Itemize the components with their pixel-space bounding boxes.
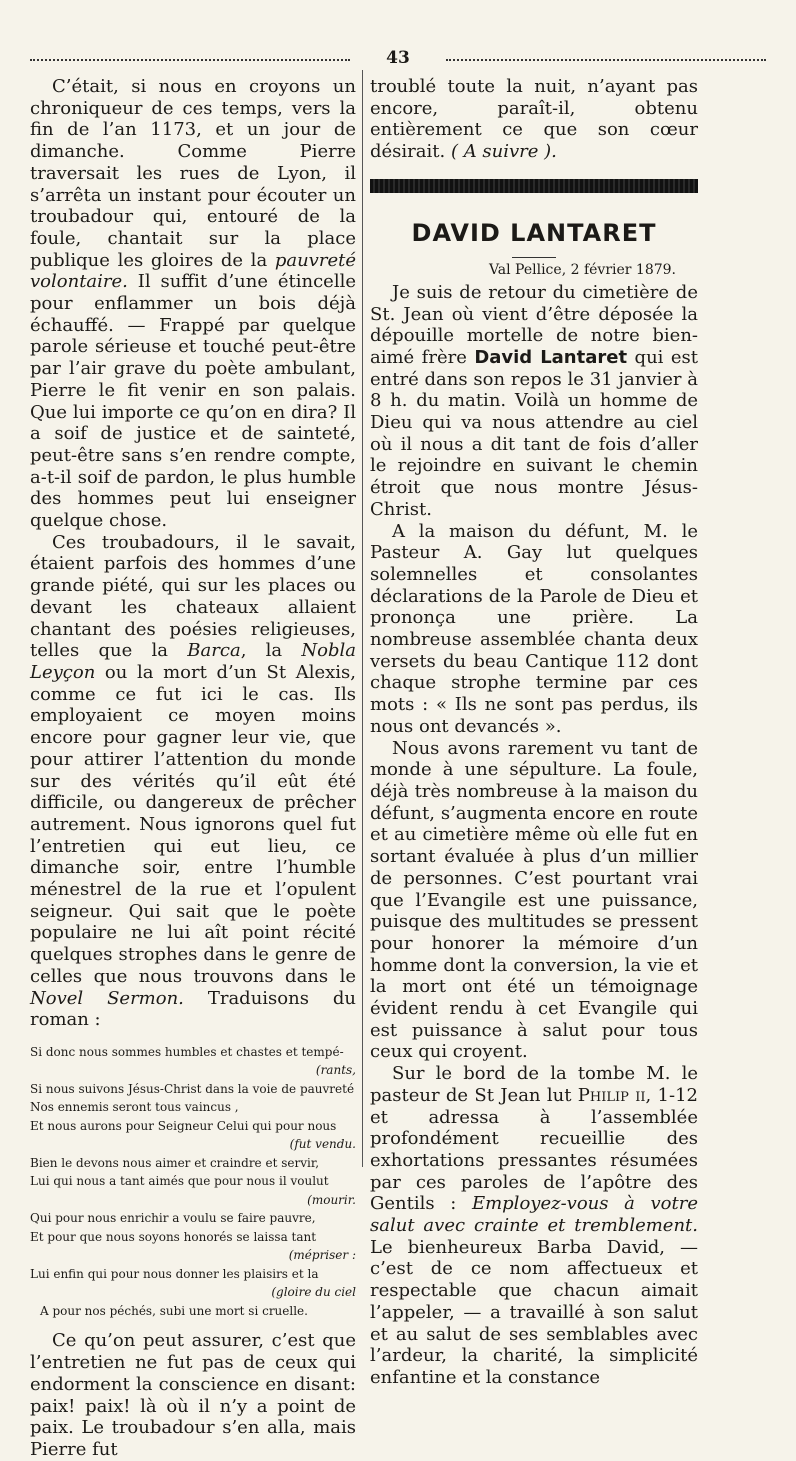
- page-number: 43: [386, 48, 410, 68]
- scripture-reference: Philip ii, 1-12: [577, 1084, 698, 1106]
- paragraph: A la maison du défunt, M. le Pasteur A. Gay lut quelques solemnelles et consolantes déclarations de la Parole de Dieu et prononça une prière. La nombreuse assemblée chanta deux versets du beau Cantique 112 dont chaque strophe termine par ces mots : « Ils ne sont pas perdus, ils nous ont devancés ».: [370, 520, 698, 737]
- paragraph: Ce qu’on peut assurer, c’est que l’entretien ne fut pas de ceux qui endorment la conscience en disant: paix! paix! là où il n’y a point de paix. Le troubadour s’en alla, mais Pierre fut: [30, 1330, 356, 1460]
- verse-line: Si donc nous sommes humbles et chastes et tempé-: [30, 1044, 344, 1059]
- paragraph: Nous avons rarement vu tant de monde à une sépulture. La foule, déjà très nombreuse à la maison du défunt, s’augmenta encore en route et au cimetière même où elle fut en sortant évaluée à plus d’un millier de personnes. C’est pourtant vrai que l’Evangile est une puissance, puisque des multitudes se pressent pour honorer la mémoire d’un homme dont la conversion, la vie et la mort ont été un témoignage évident rendu à cet Evangile qui est puissance à salut pour tous ceux qui croyent.: [370, 737, 698, 1063]
- paragraph: [370, 282, 698, 521]
- text-run: Ces troubadours, il le savait, étaient parfois des hommes d’une grande piété, qui sur les places ou devant les chateaux allaient chantant des poésies religieuses, telles que la: [30, 531, 356, 662]
- verse-line: Lui qui nous a tant aimés que pour nous il voulut: [30, 1174, 329, 1189]
- verse-line-tail: (mourir.: [307, 1192, 356, 1207]
- verse-line: Qui pour nous enrichir a voulu se faire pauvre,: [30, 1211, 316, 1226]
- verse-line: Si nous suivons Jésus-Christ dans la voie de pauvreté: [30, 1081, 355, 1096]
- verse-line: Et pour que nous soyons honorés se laissa tant: [30, 1229, 317, 1244]
- verse-line: Bien le devons nous aimer et craindre et servir,: [30, 1155, 320, 1170]
- paragraph: [370, 1063, 698, 1389]
- text-run: Sur le bord de la tombe M. le pasteur de St Jean lut: [370, 1063, 698, 1106]
- verse-line-tail: (rants,: [315, 1063, 356, 1078]
- text-run: Je suis de retour du cimetière de St. Jean où vient d’être déposée la dépouille mortelle de notre bien-aimé frère: [370, 281, 698, 368]
- verse-line: Et nous aurons pour Seigneur Celui qui pour nous: [30, 1118, 337, 1133]
- header-ornament-rule: [446, 59, 766, 61]
- verse-line-tail: (fut vendu.: [289, 1137, 356, 1152]
- verse-line: Lui enfin qui pour nous donner les plaisirs et la: [30, 1266, 319, 1281]
- translated-verse: [30, 1043, 356, 1321]
- emphasis: pauvreté volontaire.: [30, 249, 356, 293]
- text-run: et adressa à l’assemblée profondément recueillie des exhortations pressantes résumées par ces paroles de l’apôtre des Gentils :: [370, 1106, 698, 1215]
- section-separator-bar: [370, 179, 698, 193]
- dateline: Val Pellice, 2 février 1879.: [488, 261, 676, 278]
- paragraph: [30, 76, 356, 532]
- verse-line-tail: (gloire du ciel: [271, 1285, 356, 1300]
- text-run: , la: [240, 640, 302, 662]
- column-divider: [362, 70, 363, 1167]
- text-run: ou la mort d’un St Alexis, comme ce fut ici le cas. Ils employaient ce moyen moins encore pour gagner leur vie, que pour attirer l’attention du monde sur des vérités qu’il eût été difficile, ou dangereux de prêcher autrement. Nous ignorons quel fut l’entretien qui eut lieu, ce dimanche soir, entre l’humble ménestrel de la rue et l’opulent seigneur. Qui sait que le poète populaire ne lui aît point récité quelques strophes dans le genre de celles que nous trouvons dans le: [30, 661, 356, 987]
- left-column: [30, 76, 357, 1460]
- text-run: troublé toute la nuit, n’ayant pas encore, paraît-il, obtenu entièrement ce que son cœur désirait.: [370, 76, 698, 163]
- emphasis: Nobla Leyçon: [30, 640, 357, 683]
- emphasis: Employez-vous à votre salut avec crainte et tremblement.: [370, 1193, 698, 1237]
- text-run: Il suffit d’une étincelle pour enflammer un bois déjà échauffé. — Frappé par quelque parole sérieuse et touché peut-être par l’air grave du poète ambulant, Pierre le fit venir en son palais. Que lui importe ce qu’on en dira? Il a soif de justice et de sainteté, peut-être sans s’en rendre compte, a-t-il soif de pardon, le plus humble des hommes peut lui enseigner quelque chose.: [30, 271, 356, 532]
- verse-line: A pour nos péchés, subi une mort si cruelle.: [40, 1303, 308, 1318]
- emphasis: Novel Sermon.: [30, 987, 184, 1009]
- text-run: Le bienheureux Barba David, — c’est de ce nom affectueux et respectable que chacun aimait l’appeler, — a travaillé à son salut et au salut de ses semblables avec l’ardeur, la charité, la simplicité enfantine et la constance: [370, 1236, 698, 1388]
- highlighted-name: David Lantaret: [474, 346, 628, 368]
- emphasis: Barca: [187, 640, 241, 662]
- text-run: C’était, si nous en croyons un chroniqueur de ces temps, vers la fin de l’an 1173, et un jour de dimanche. Comme Pierre traversait les rues de Lyon, il s’arrêta un instant pour écouter un troubadour qui, entouré de la foule, chantait sur la place publique les gloires de la: [30, 76, 356, 271]
- text-run: Traduisons du roman :: [30, 987, 356, 1031]
- page-header: [30, 48, 766, 70]
- text-run: qui est entré dans son repos le 31 janvier à 8 h. du matin. Voilà un homme de Dieu qui va nous attendre au ciel où il nous a dit tant de fois d’aller le rejoindre en suivant le chemin étroit que nous montre Jésus-Christ.: [370, 346, 698, 520]
- paragraph: [30, 532, 356, 1031]
- title-rule: [512, 257, 556, 258]
- verse-line-tail: (mépriser :: [288, 1248, 356, 1263]
- verse-line: Nos ennemis seront tous vaincus ,: [30, 1100, 239, 1115]
- article-title: DAVID LANTARET: [411, 218, 657, 247]
- to-be-continued: ( A suivre ).: [450, 141, 557, 163]
- right-column: [370, 76, 698, 1388]
- paragraph: [370, 76, 698, 163]
